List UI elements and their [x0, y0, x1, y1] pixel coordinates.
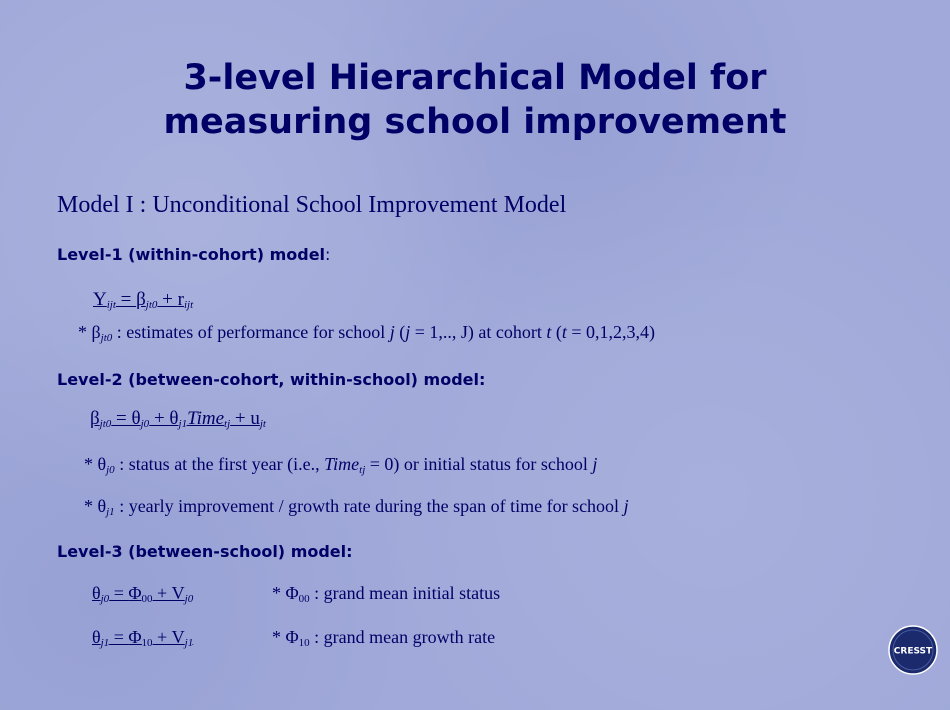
- level1-note: * $\beta_{jt0}$ : estimates of performance for school j (j = 1,.., J) at cohort t (t = 0,1,2,3,4): [78, 322, 656, 344]
- title-line-2: measuring school improvement: [163, 102, 787, 142]
- level2-heading: Level-2 (between-cohort, within-school) model:: [57, 370, 486, 389]
- logo-text: CRESST: [893, 646, 933, 657]
- level2-note-1: * $\theta_{j0}$ : status at the first year (i.e., Time$_{tj}$ = 0) or initial status for school j: [84, 454, 598, 476]
- level2-equation: $\beta_{jt0} = \theta_{j0}$ + $\theta_{j1}Time_{tj} + u_{jt}$: [90, 408, 266, 430]
- level3-equation-2: $\theta_{j1} = \Phi_{10} + V_{j1} * \Phi_{10}$ : grand mean growth rate: [92, 627, 496, 649]
- level2-note-2: * $\theta_{j1}$ : yearly improvement / growth rate during the span of time for school j: [84, 496, 629, 518]
- model-title: Model I : Unconditional School Improvement Model: [57, 192, 567, 218]
- slide-title: [0, 56, 950, 144]
- level3-heading: Level-3 (between-school) model:: [57, 542, 353, 561]
- level1-equation: $Y_{ijt} = \beta_{jt0} + r_{ijt}$: [93, 289, 194, 311]
- level3-note-2: * $\Phi_{10}$ : grand mean growth rate: [272, 627, 496, 649]
- level3-note-1: * $\Phi_{00}$ : grand mean initial status: [272, 583, 501, 605]
- cresst-logo: [888, 625, 938, 675]
- title-line-1: 3-level Hierarchical Model for: [183, 58, 767, 98]
- level3-equation-1: $\theta_{j0} = \Phi_{00} + V_{j0} * \Phi_{00}$ : grand mean initial status: [92, 583, 501, 605]
- level1-heading: Level-1 (within-cohort) model:: [57, 245, 331, 264]
